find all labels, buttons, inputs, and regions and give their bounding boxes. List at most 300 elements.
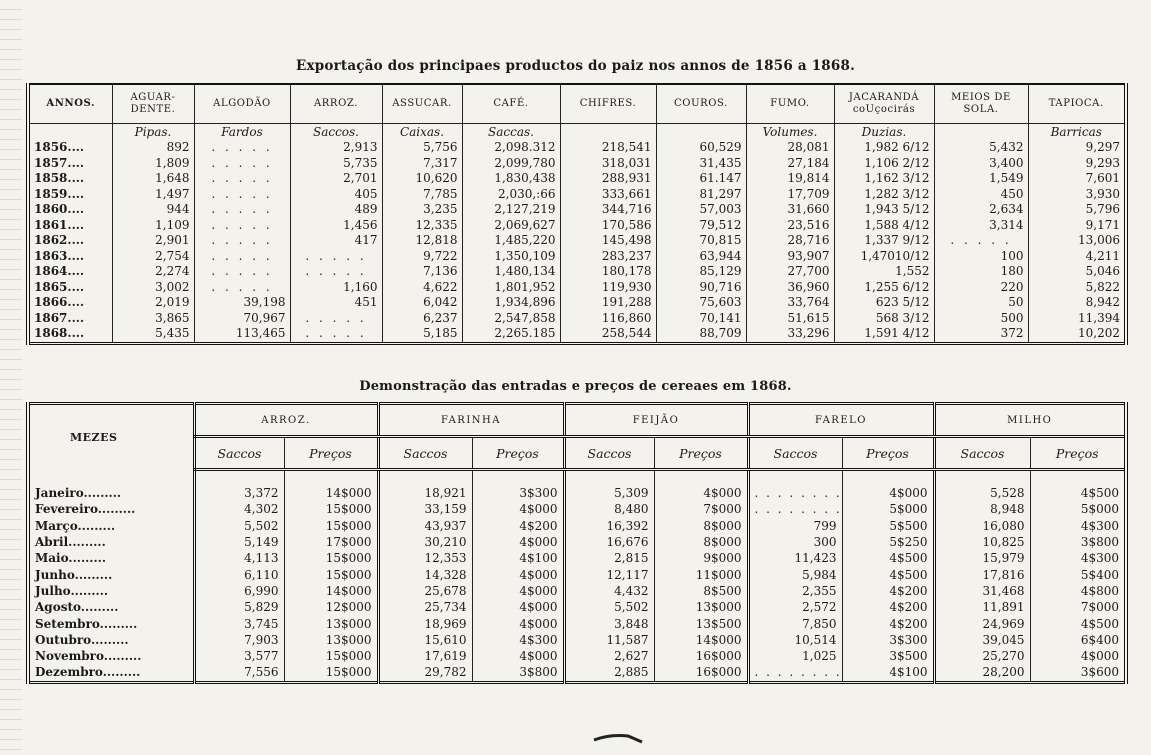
value-cell: 2,754 [112,249,194,265]
header-annos: ANNOS. [28,84,112,124]
subheader-precos: Preços [842,437,934,470]
saccos-cell: 3,848 [564,615,654,631]
value-cell: 4,211 [1028,249,1126,265]
precos-cell: 4$500 [842,550,934,566]
header-aguardente: AGUAR-DENTE. [112,84,194,124]
value-cell: 1,485,220 [462,233,560,249]
value-cell: 1,162 3/12 [834,171,934,187]
value-cell: 1,106 2/12 [834,156,934,172]
precos-cell: 5$000 [1030,501,1126,517]
precos-cell: 8$000 [654,534,748,550]
export-row [28,187,1126,203]
precos-cell: 4$000 [472,566,564,582]
precos-cell: 11$000 [654,566,748,582]
precos-cell: 14$000 [654,632,748,648]
year-cell: 1863.... [34,248,85,263]
value-cell: 2,901 [112,233,194,249]
month-cell: Dezembro......... [35,665,141,680]
precos-cell: 4$000 [472,583,564,599]
value-cell: 1,591 4/12 [834,326,934,343]
value-cell: 28,716 [746,233,834,249]
cereal-row [28,599,1126,615]
saccos-cell: 8,948 [934,501,1030,517]
saccos-cell: 5,984 [748,566,842,582]
cereal-table-title: Demonstração das entradas e preços de cereaes em 1868. [359,379,792,394]
precos-cell: 5$400 [1030,566,1126,582]
value-cell: 33,296 [746,326,834,343]
month-cell: Janeiro......... [35,486,122,501]
precos-cell: 3$800 [472,664,564,682]
saccos-cell: . . . . . . . . [748,485,842,501]
saccos-cell: 39,045 [934,632,1030,648]
group-farinha: FARINHA [378,404,564,437]
header-algodao: ALGODÃO [194,84,290,124]
saccos-cell: 6,110 [194,566,284,582]
value-cell: 450 [934,187,1028,203]
saccos-cell: 16,676 [564,534,654,550]
value-cell: 12,818 [382,233,462,249]
saccos-cell: 3,577 [194,648,284,664]
value-cell: 28,081 [746,140,834,156]
value-cell: 2,069,627 [462,218,560,234]
month-cell: Agosto......... [35,600,119,615]
year-cell: 1861.... [34,217,85,232]
value-cell: 1,337 9/12 [834,233,934,249]
saccos-cell: 33,159 [378,501,472,517]
value-cell: 5,735 [290,156,382,172]
precos-cell: 4$000 [842,485,934,501]
value-cell: . . . . . [934,233,1028,249]
saccos-cell: 2,572 [748,599,842,615]
value-cell: 372 [934,326,1028,343]
value-cell: . . . . . [194,264,290,280]
precos-cell: 8$000 [654,518,748,534]
header-meios-de-sola: MEIOS DE SOLA. [934,84,1028,124]
saccos-cell: 18,969 [378,615,472,631]
header-fumo: FUMO. [746,84,834,124]
value-cell: 88,709 [656,326,746,343]
value-cell: 23,516 [746,218,834,234]
value-cell: 2,634 [934,202,1028,218]
year-cell: 1856.... [34,140,85,155]
month-cell: Maio......... [35,551,107,566]
export-row [28,295,1126,311]
saccos-cell: 8,480 [564,501,654,517]
saccos-cell: 10,825 [934,534,1030,550]
header-mezes: MEZES [70,430,118,444]
precos-cell: 6$400 [1030,632,1126,648]
value-cell: 13,006 [1028,233,1126,249]
value-cell: 1,943 5/12 [834,202,934,218]
value-cell: 31,435 [656,156,746,172]
saccos-cell: 12,117 [564,566,654,582]
value-cell: 61.147 [656,171,746,187]
value-cell: 7,785 [382,187,462,203]
value-cell: 27,700 [746,264,834,280]
cereal-row [28,485,1126,501]
precos-cell: 14$000 [284,583,378,599]
value-cell: 1,588 4/12 [834,218,934,234]
precos-cell: 15$000 [284,664,378,682]
saccos-cell: 5,502 [564,599,654,615]
saccos-cell: 7,556 [194,664,284,682]
value-cell: 9,293 [1028,156,1126,172]
value-cell: 568 3/12 [834,311,934,327]
value-cell: 333,661 [560,187,656,203]
value-cell: 51,615 [746,311,834,327]
precos-cell: 4$500 [842,566,934,582]
value-cell: 57,003 [656,202,746,218]
header-jacaranda: JACARANDÁ coUçocirás [834,84,934,124]
saccos-cell: 11,587 [564,632,654,648]
value-cell: 1,830,438 [462,171,560,187]
export-row [28,249,1126,265]
precos-cell: 13$000 [654,599,748,615]
value-cell: 93,907 [746,249,834,265]
saccos-cell: 30,210 [378,534,472,550]
precos-cell: 15$000 [284,501,378,517]
header-tapioca: TAPIOCA. [1028,84,1126,124]
unit-cell [560,124,656,141]
saccos-cell: 18,921 [378,485,472,501]
value-cell: 145,498 [560,233,656,249]
value-cell: 10,202 [1028,326,1126,343]
saccos-cell: 4,432 [564,583,654,599]
value-cell: 3,002 [112,280,194,296]
precos-cell: 4$300 [1030,550,1126,566]
unit-cell: Saccas. [462,124,560,141]
saccos-cell: 11,891 [934,599,1030,615]
value-cell: 19,814 [746,171,834,187]
precos-cell: 4$100 [842,664,934,682]
year-cell: 1862.... [34,233,85,248]
value-cell: . . . . . [290,264,382,280]
saccos-cell: 25,270 [934,648,1030,664]
saccos-cell: 17,619 [378,648,472,664]
saccos-cell: . . . . . . . . [748,664,842,682]
precos-cell: 4$200 [842,615,934,631]
precos-cell: 4$000 [472,648,564,664]
saccos-cell: 3,372 [194,485,284,501]
cereal-table [26,402,1128,684]
export-table [26,83,1128,345]
ink-scribble-mark [590,730,650,746]
saccos-cell: 25,734 [378,599,472,615]
subheader-precos: Preços [1030,437,1126,470]
unit-cell: Fardos [194,124,290,141]
precos-cell: 4$800 [1030,583,1126,599]
cereal-row [28,550,1126,566]
value-cell: 63,944 [656,249,746,265]
value-cell: 5,756 [382,140,462,156]
saccos-cell: 2,815 [564,550,654,566]
value-cell: 2,019 [112,295,194,311]
value-cell: 5,185 [382,326,462,343]
precos-cell: 4$300 [1030,518,1126,534]
saccos-cell: 10,514 [748,632,842,648]
value-cell: 3,400 [934,156,1028,172]
value-cell: 50 [934,295,1028,311]
saccos-cell: 799 [748,518,842,534]
header-cafe: CAFÉ. [462,84,560,124]
value-cell: 90,716 [656,280,746,296]
value-cell: . . . . . [290,249,382,265]
saccos-cell: 5,309 [564,485,654,501]
cereal-row [28,632,1126,648]
precos-cell: 4$000 [472,501,564,517]
cereal-row [28,534,1126,550]
saccos-cell: 4,302 [194,501,284,517]
subheader-saccos: Saccos [934,437,1030,470]
saccos-cell: 7,903 [194,632,284,648]
group-milho: MILHO [934,404,1126,437]
precos-cell: 7$000 [654,501,748,517]
unit-cell: Saccos. [290,124,382,141]
value-cell: . . . . . [194,156,290,172]
value-cell: 2,127,219 [462,202,560,218]
value-cell: 31,660 [746,202,834,218]
saccos-cell: 15,610 [378,632,472,648]
header-chifres: CHIFRES. [560,84,656,124]
precos-cell: 13$000 [284,615,378,631]
cereal-row [28,664,1126,682]
month-cell: Outubro......... [35,632,129,647]
value-cell: 9,722 [382,249,462,265]
value-cell: . . . . . [194,202,290,218]
precos-cell: 4$000 [472,615,564,631]
value-cell: 405 [290,187,382,203]
units-row [28,124,1126,141]
saccos-cell: 2,355 [748,583,842,599]
scan-edge-margin [0,0,22,755]
value-cell: 8,942 [1028,295,1126,311]
precos-cell: 4$000 [472,534,564,550]
precos-cell: 3$800 [1030,534,1126,550]
value-cell: 36,960 [746,280,834,296]
precos-cell: 17$000 [284,534,378,550]
value-cell: 7,317 [382,156,462,172]
value-cell: 1,160 [290,280,382,296]
value-cell: 288,931 [560,171,656,187]
precos-cell: 16$000 [654,648,748,664]
cereal-row [28,566,1126,582]
value-cell: 17,709 [746,187,834,203]
saccos-cell: 28,200 [934,664,1030,682]
precos-cell: 4$100 [472,550,564,566]
value-cell: 2,030,:66 [462,187,560,203]
value-cell: 116,860 [560,311,656,327]
month-cell: Novembro......... [35,649,142,664]
export-row [28,171,1126,187]
value-cell: 258,544 [560,326,656,343]
value-cell: 1,47010/12 [834,249,934,265]
saccos-cell: 29,782 [378,664,472,682]
precos-cell: 13$500 [654,615,748,631]
value-cell: 1,934,896 [462,295,560,311]
precos-cell: 13$000 [284,632,378,648]
cereal-row [28,501,1126,517]
value-cell: 113,465 [194,326,290,343]
subheader-saccos: Saccos [748,437,842,470]
value-cell: 6,042 [382,295,462,311]
year-cell: 1868.... [34,326,85,341]
value-cell: 2,099,780 [462,156,560,172]
value-cell: 1,350,109 [462,249,560,265]
value-cell: 170,586 [560,218,656,234]
value-cell: 1,982 6/12 [834,140,934,156]
unit-cell: Duzias. [834,124,934,141]
unit-cell: Caixas. [382,124,462,141]
value-cell: 5,435 [112,326,194,343]
value-cell: 12,335 [382,218,462,234]
value-cell: 100 [934,249,1028,265]
value-cell: 70,967 [194,311,290,327]
precos-cell: 4$200 [842,599,934,615]
value-cell: 5,432 [934,140,1028,156]
value-cell: 3,235 [382,202,462,218]
value-cell: 944 [112,202,194,218]
year-cell: 1866.... [34,295,85,310]
precos-cell: 15$000 [284,566,378,582]
value-cell: 318,031 [560,156,656,172]
value-cell: 5,822 [1028,280,1126,296]
value-cell: 7,136 [382,264,462,280]
saccos-cell: 2,627 [564,648,654,664]
value-cell: 1,282 3/12 [834,187,934,203]
precos-cell: 3$300 [842,632,934,648]
value-cell: . . . . . [194,249,290,265]
value-cell: . . . . . [194,218,290,234]
precos-cell: 7$000 [1030,599,1126,615]
spacer-row [28,470,1126,486]
value-cell: 7,601 [1028,171,1126,187]
value-cell: 2,274 [112,264,194,280]
precos-cell: 4$000 [472,599,564,615]
unit-cell: Pipas. [112,124,194,141]
precos-cell: 5$250 [842,534,934,550]
value-cell: 5,046 [1028,264,1126,280]
precos-cell: 4$000 [654,485,748,501]
saccos-cell: 5,829 [194,599,284,615]
export-row [28,311,1126,327]
export-row [28,233,1126,249]
year-cell: 1860.... [34,202,85,217]
precos-cell: 4$200 [472,518,564,534]
value-cell: 119,930 [560,280,656,296]
value-cell: 70,141 [656,311,746,327]
value-cell: 2,265.185 [462,326,560,343]
precos-cell: 8$500 [654,583,748,599]
export-table-title: Exportação dos principaes productos do paiz nos annos de 1856 a 1868. [296,58,855,74]
value-cell: 1,109 [112,218,194,234]
cereal-row [28,518,1126,534]
year-cell: 1857.... [34,155,85,170]
saccos-cell: 14,328 [378,566,472,582]
value-cell: 33,764 [746,295,834,311]
year-cell: 1865.... [34,279,85,294]
header-couros: COUROS. [656,84,746,124]
value-cell: 344,716 [560,202,656,218]
year-cell: 1867.... [34,310,85,325]
precos-cell: 3$300 [472,485,564,501]
saccos-cell: 5,528 [934,485,1030,501]
month-cell: Setembro......... [35,616,138,631]
value-cell: 9,297 [1028,140,1126,156]
precos-cell: 4$000 [1030,648,1126,664]
precos-cell: 15$000 [284,648,378,664]
value-cell: 489 [290,202,382,218]
export-row [28,140,1126,156]
value-cell: 11,394 [1028,311,1126,327]
saccos-cell: 6,990 [194,583,284,599]
saccos-cell: 7,850 [748,615,842,631]
saccos-cell: . . . . . . . . [748,501,842,517]
header-arroz: ARROZ. [290,84,382,124]
saccos-cell: 25,678 [378,583,472,599]
value-cell: 10,620 [382,171,462,187]
value-cell: 451 [290,295,382,311]
value-cell: . . . . . [194,233,290,249]
year-cell: 1859.... [34,186,85,201]
saccos-cell: 15,979 [934,550,1030,566]
unit-cell: Volumes. [746,124,834,141]
value-cell: 2,913 [290,140,382,156]
saccos-cell: 2,885 [564,664,654,682]
saccos-cell: 5,149 [194,534,284,550]
value-cell: 1,549 [934,171,1028,187]
header-assucar: ASSUCAR. [382,84,462,124]
value-cell: 85,129 [656,264,746,280]
value-cell: . . . . . [194,280,290,296]
value-cell: 75,603 [656,295,746,311]
saccos-cell: 24,969 [934,615,1030,631]
saccos-cell: 5,502 [194,518,284,534]
value-cell: 500 [934,311,1028,327]
month-cell: Abril......... [35,535,106,550]
value-cell: . . . . . [194,187,290,203]
saccos-cell: 12,353 [378,550,472,566]
precos-cell: 3$500 [842,648,934,664]
group-feijao: FEIJÃO [564,404,748,437]
value-cell: 1,255 6/12 [834,280,934,296]
month-cell: Fevereiro......... [35,502,136,517]
value-cell: 1,480,134 [462,264,560,280]
value-cell: 180,178 [560,264,656,280]
precos-cell: 9$000 [654,550,748,566]
value-cell: 79,512 [656,218,746,234]
unit-cell [934,124,1028,141]
export-row [28,202,1126,218]
value-cell: 5,796 [1028,202,1126,218]
precos-cell: 12$000 [284,599,378,615]
value-cell: 3,930 [1028,187,1126,203]
value-cell: 1,552 [834,264,934,280]
precos-cell: 5$000 [842,501,934,517]
subheader-saccos: Saccos [564,437,654,470]
cereal-row [28,648,1126,664]
value-cell: 2,701 [290,171,382,187]
precos-cell: 4$500 [1030,485,1126,501]
value-cell: 3,865 [112,311,194,327]
value-cell: . . . . . [290,326,382,343]
saccos-cell: 31,468 [934,583,1030,599]
value-cell: 283,237 [560,249,656,265]
precos-cell: 15$000 [284,550,378,566]
subheader-precos: Preços [654,437,748,470]
saccos-cell: 11,423 [748,550,842,566]
value-cell: 1,456 [290,218,382,234]
precos-cell: 5$500 [842,518,934,534]
